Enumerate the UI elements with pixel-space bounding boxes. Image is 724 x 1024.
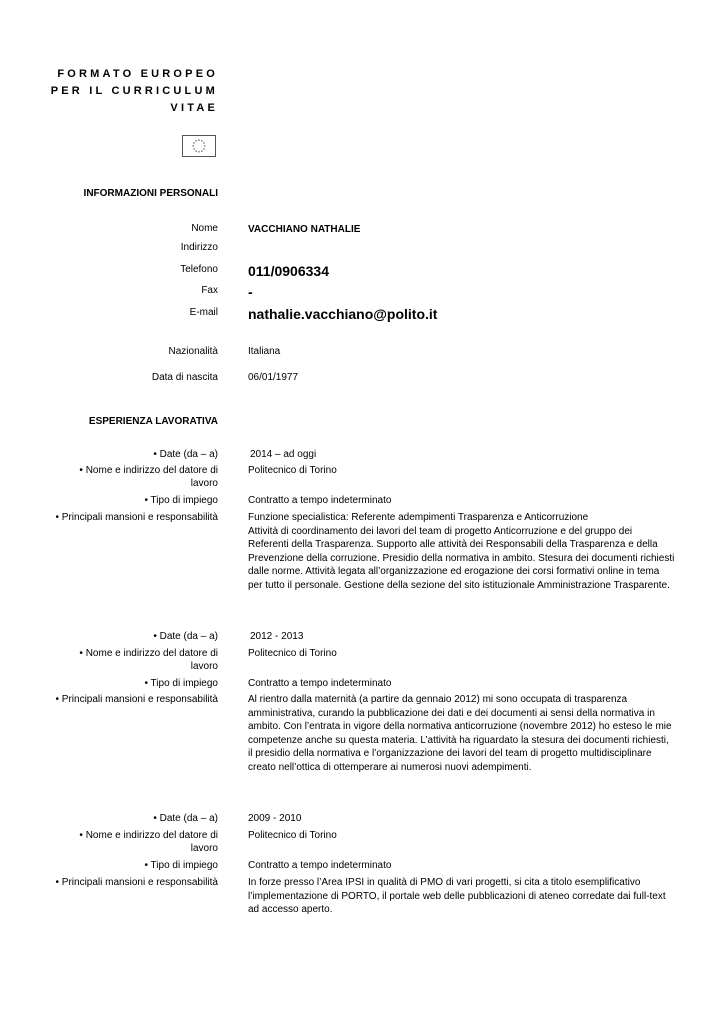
- entry-1-label-employer: [18, 464, 218, 490]
- value-fax: -: [248, 284, 253, 300]
- value-email: nathalie.vacchiano@polito.it: [248, 306, 438, 322]
- duties-line: per tutto il personale. Gestione della sezione del sito istituzionale Amministrazione Trasparente.: [248, 579, 670, 591]
- entry-1-dates: 2014 – ad oggi: [250, 449, 317, 460]
- value-nazionalita: Italiana: [248, 346, 281, 357]
- entry-2-label-employer: [18, 647, 218, 673]
- value-data-nascita: 06/01/1977: [248, 372, 299, 383]
- entry-2-label-type: • Tipo di impiego: [144, 678, 218, 689]
- duties-line: amministrativa, curando la pubblicazione dei dati e dei documenti ai sensi della normativa in: [248, 707, 655, 719]
- entry-1-label-type: • Tipo di impiego: [144, 495, 218, 506]
- duties-line: Prevenzione della corruzione. Presidio della normativa in ambito. Stesura dei documenti richiesti: [248, 552, 675, 564]
- label-employer-line-2: lavoro: [190, 843, 218, 854]
- label-employer-line-1: • Nome e indirizzo del datore di: [79, 465, 218, 476]
- label-employer-line-2: lavoro: [190, 661, 218, 672]
- duties-line: ad accesso aperto.: [248, 904, 333, 915]
- entry-3-label-duties: • Principali mansioni e responsabilità: [55, 877, 218, 888]
- duties-line: Referenti della Trasparenza. Supporto alle attività dei Responsabili della Trasparenza e della: [248, 539, 658, 550]
- entry-1-label-dates: • Date (da – a): [153, 449, 218, 460]
- entry-3-label-type: • Tipo di impiego: [144, 860, 218, 871]
- value-telefono: 011/0906334: [248, 263, 329, 279]
- duties-line: Al rientro dalla maternità (a partire da gennaio 2012) mi sono occupata di trasparenza: [248, 694, 628, 705]
- label-indirizzo: Indirizzo: [180, 242, 218, 253]
- duties-line: competenze anche su questa materia. L’attività ha riguardato la stesura dei documenti richiesti,: [248, 734, 669, 746]
- entry-3-dates: 2009 - 2010: [248, 813, 302, 824]
- eu-flag-icon: [182, 135, 216, 157]
- entry-1-employer: Politecnico di Torino: [248, 465, 337, 476]
- entry-2-employer: Politecnico di Torino: [248, 648, 337, 659]
- label-employer-line-1: • Nome e indirizzo del datore di: [79, 648, 218, 659]
- duties-line: dalle norme. Attività legata all’organizzazione ed erogazione dei corsi formativi online in tema: [248, 566, 660, 577]
- label-email: E-mail: [189, 307, 218, 318]
- label-employer-line-1: • Nome e indirizzo del datore di: [79, 830, 218, 841]
- document-title: [18, 66, 218, 117]
- duties-line: l’implementazione di PORTO, il portale web delle pubblicazioni di ateneo corredate dai full-text: [248, 890, 666, 902]
- entry-3-label-dates: • Date (da – a): [153, 813, 218, 824]
- section-personal-info: INFORMAZIONI PERSONALI: [83, 188, 218, 199]
- entry-2-label-duties: • Principali mansioni e responsabilità: [55, 694, 218, 705]
- duties-title: Funzione specialistica: Referente adempimenti Trasparenza e Anticorruzione: [248, 512, 589, 523]
- label-nome: Nome: [191, 223, 218, 234]
- entry-3-employer: Politecnico di Torino: [248, 830, 337, 841]
- duties-line: In forze presso l’Area IPSI in qualità di PMO di vari progetti, si cita a titolo esemplificativo: [248, 877, 641, 888]
- label-employer-line-2: lavoro: [190, 478, 218, 489]
- entry-1-duties: [248, 511, 678, 592]
- duties-line: creato nell’ottica di ottemperare ai numerosi nuovi adempimenti.: [248, 761, 532, 773]
- entry-2-label-dates: • Date (da – a): [153, 631, 218, 642]
- entry-1-label-duties: • Principali mansioni e responsabilità: [55, 512, 218, 523]
- label-data-nascita: Data di nascita: [151, 372, 218, 383]
- label-nazionalita: Nazionalità: [168, 346, 218, 357]
- duties-line: Attività di coordinamento dei lavori del team di progetto Anticorruzione e del gruppo dei: [248, 525, 633, 537]
- entry-2-duties: [248, 693, 678, 774]
- entry-2-type: Contratto a tempo indeterminato: [248, 678, 392, 689]
- duties-line: ambito. Con l’entrata in vigore della normativa anticorruzione (novembre 2012) ho esteso le mie: [248, 721, 672, 732]
- entry-1-type: Contratto a tempo indeterminato: [248, 495, 392, 506]
- title-line-2: PER IL CURRICULUM: [50, 85, 218, 97]
- label-fax: Fax: [201, 285, 218, 296]
- entry-3-duties: [248, 876, 678, 917]
- label-telefono: Telefono: [180, 264, 218, 275]
- section-work-experience: ESPERIENZA LAVORATIVA: [88, 416, 218, 427]
- duties-line: il presidio della normativa e l’organizzazione dei lavori del team di progetto multidisciplinare: [248, 748, 652, 759]
- title-line-3: VITAE: [170, 102, 218, 114]
- entry-3-type: Contratto a tempo indeterminato: [248, 860, 392, 871]
- value-nome: VACCHIANO NATHALIE: [248, 224, 361, 235]
- title-line-1: FORMATO EUROPEO: [57, 68, 218, 80]
- entry-3-label-employer: [18, 829, 218, 855]
- entry-2-dates: 2012 - 2013: [250, 631, 304, 642]
